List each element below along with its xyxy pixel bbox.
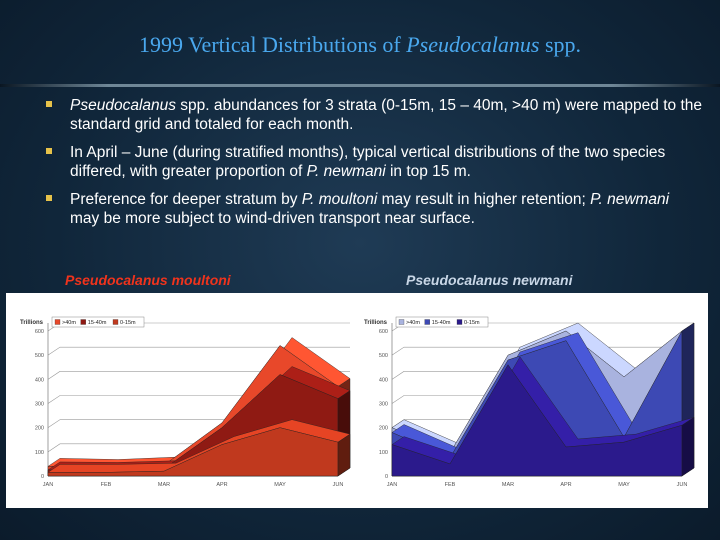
chart-heading-moultoni: Pseudocalanus moultoni: [65, 272, 231, 288]
bullet-list: [42, 96, 702, 237]
x-tick-label: MAY: [618, 482, 630, 488]
legend-label: 0-15m: [120, 320, 136, 327]
x-tick-label: JAN: [386, 482, 398, 488]
area-side-0-15m: [682, 417, 694, 476]
bullet-marker: [46, 148, 52, 154]
x-tick-label: FEB: [444, 482, 456, 488]
y-tick-label: 200: [34, 425, 44, 432]
legend-label: 0-15m: [464, 320, 480, 327]
legend-label: >40m: [406, 320, 420, 327]
y-tick-label: 500: [34, 353, 44, 360]
title-divider: [0, 84, 720, 87]
legend-swatch: [55, 320, 60, 325]
legend-label: 15-40m: [431, 320, 451, 327]
x-tick-label: APR: [560, 482, 572, 488]
legend-swatch: [81, 320, 86, 325]
x-tick-label: MAR: [501, 482, 515, 488]
x-tick-label: MAY: [274, 482, 286, 488]
y-tick-label: 400: [378, 377, 388, 384]
bullet-item: Pseudocalanus spp. abundances for 3 strata (0-15m, 15 – 40m, >40 m) were mapped to the standard grid and totaled for each month.: [42, 96, 702, 134]
x-tick-label: FEB: [100, 482, 112, 488]
y-tick-label: 400: [34, 377, 44, 384]
x-tick-label: JUN: [676, 482, 688, 488]
title-suffix: spp.: [539, 32, 581, 57]
legend-swatch: [399, 320, 404, 325]
x-tick-label: MAR: [157, 482, 171, 488]
legend: [52, 317, 144, 327]
bullet-item: Preference for deeper stratum by P. moultoni may result in higher retention; P. newmani may be more subject to wind-driven transport near surface.: [42, 190, 702, 228]
y-tick-label: 0: [40, 474, 44, 480]
chart-newmani: [356, 293, 696, 508]
y-tick-label: 300: [34, 401, 44, 408]
bullet-marker: [46, 101, 52, 107]
title-text: 1999 Vertical Distributions of: [139, 32, 407, 57]
bullet-marker: [46, 195, 52, 201]
y-tick-label: 200: [378, 425, 388, 432]
y-tick-label: 100: [34, 449, 44, 456]
y-tick-label: 600: [34, 329, 44, 335]
chart-panel: [6, 293, 708, 508]
legend-swatch: [425, 320, 430, 325]
x-tick-label: APR: [216, 482, 228, 488]
y-axis-label: Trillions: [20, 320, 44, 326]
legend-label: >40m: [62, 320, 76, 327]
x-tick-label: JUN: [332, 482, 344, 488]
slide-title: [0, 32, 720, 58]
bullet-item: In April – June (during stratified months), typical vertical distributions of the two species differed, with greater proportion of P. newmani in top 15 m.: [42, 143, 702, 181]
y-tick-label: 300: [378, 401, 388, 408]
x-tick-label: JAN: [42, 482, 54, 488]
legend-label: 15-40m: [87, 320, 107, 327]
title-genus: Pseudocalanus: [406, 32, 540, 57]
y-tick-label: 600: [378, 329, 388, 335]
legend-swatch: [457, 320, 462, 325]
chart-moultoni: [12, 293, 352, 508]
legend: [396, 317, 488, 327]
chart-heading-newmani: Pseudocalanus newmani: [406, 272, 573, 288]
y-tick-label: 100: [378, 449, 388, 456]
y-tick-label: 0: [384, 474, 388, 480]
legend-swatch: [113, 320, 118, 325]
y-axis-label: Trillions: [364, 320, 388, 326]
y-tick-label: 500: [378, 353, 388, 360]
